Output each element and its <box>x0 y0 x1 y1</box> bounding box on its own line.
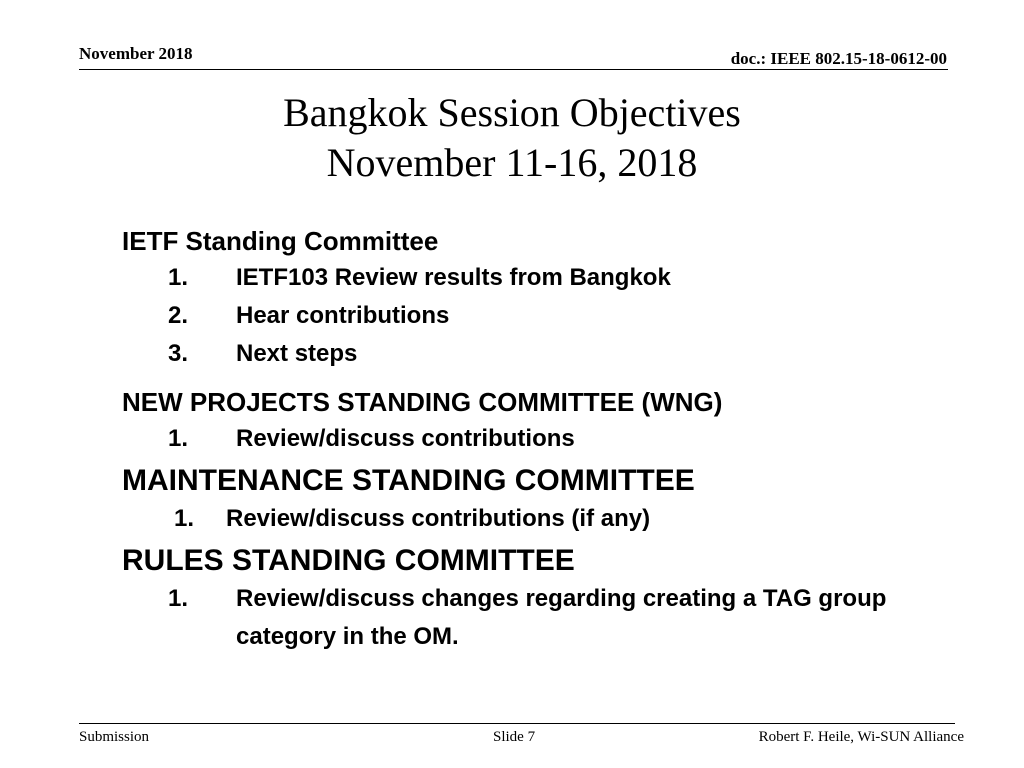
spacer <box>122 373 962 384</box>
header-divider <box>79 69 948 70</box>
footer-slide-number: Slide 7 <box>493 729 536 745</box>
section-heading: MAINTENANCE STANDING COMMITTEE <box>122 464 695 497</box>
list-item <box>122 500 962 538</box>
header-doc-id: doc.: IEEE 802.15-18-0612-00 <box>730 49 947 68</box>
section-ietf <box>122 223 962 373</box>
item-number: 1. <box>168 585 189 612</box>
item-text: Hear contributions <box>236 302 450 329</box>
section-heading: RULES STANDING COMMITTEE <box>122 544 575 577</box>
footer-submission: Submission <box>79 729 150 745</box>
title-line-1: Bangkok Session Objectives <box>283 90 741 135</box>
list-item <box>122 420 962 458</box>
section-new-projects <box>122 384 962 458</box>
list-item <box>122 259 962 297</box>
title-line-2: November 11-16, 2018 <box>326 140 698 185</box>
section-heading: IETF Standing Committee <box>122 226 439 256</box>
list-item <box>122 335 962 373</box>
item-text: Review/discuss changes regarding creating a TAG group category in the OM. <box>236 585 887 650</box>
item-text: IETF103 Review results from Bangkok <box>236 264 671 291</box>
item-text: Review/discuss contributions (if any) <box>226 505 651 532</box>
footer-divider <box>79 723 955 724</box>
section-heading: NEW PROJECTS STANDING COMMITTEE (WNG) <box>122 387 723 417</box>
footer-author: Robert F. Heile, Wi-SUN Alliance <box>758 729 964 745</box>
item-text: Review/discuss contributions <box>236 425 575 452</box>
item-text: Next steps <box>236 340 358 367</box>
list-item <box>122 297 962 335</box>
item-number: 1. <box>168 425 189 452</box>
list-item <box>122 580 962 656</box>
section-maintenance <box>122 462 962 538</box>
slide-body <box>122 223 962 656</box>
item-number: 3. <box>168 340 189 367</box>
item-number: 1. <box>168 264 189 291</box>
slide-title <box>0 88 1024 188</box>
item-number: 2. <box>168 302 189 329</box>
section-rules <box>122 542 962 656</box>
item-number: 1. <box>174 505 195 532</box>
header-date: November 2018 <box>79 44 193 63</box>
